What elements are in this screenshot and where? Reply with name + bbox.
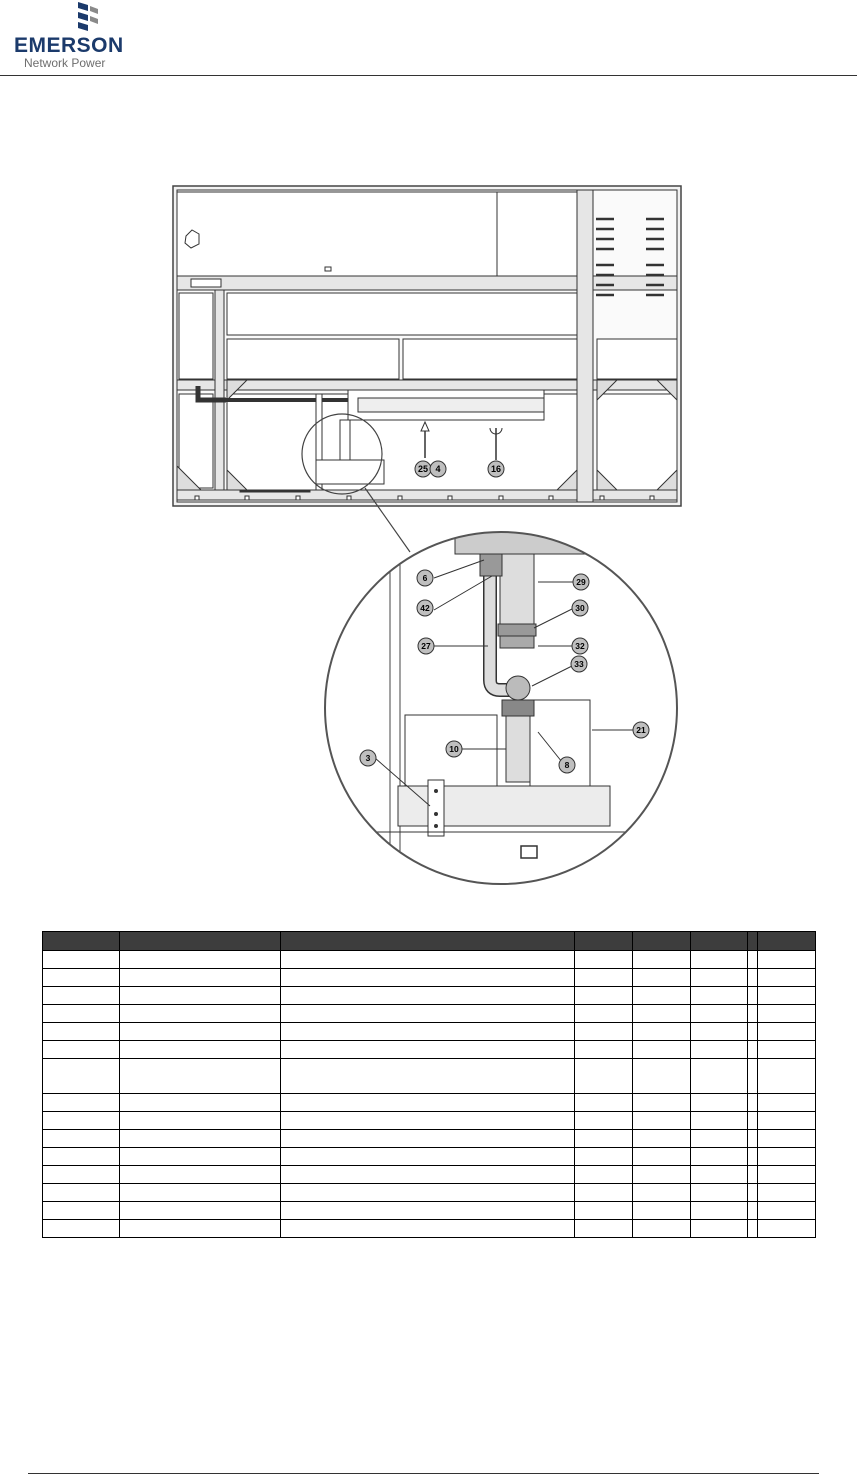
table-cell <box>748 1148 758 1166</box>
table-row <box>43 1166 816 1184</box>
brand-subtitle: Network Power <box>24 56 106 70</box>
table-cell <box>281 1059 575 1094</box>
table-cell <box>758 1202 816 1220</box>
table-row <box>43 951 816 969</box>
table-cell <box>575 1166 633 1184</box>
table-cell <box>633 1166 691 1184</box>
table-cell <box>691 1184 748 1202</box>
callout-25: 25 <box>417 464 429 474</box>
table-row <box>43 1023 816 1041</box>
table-cell <box>43 1220 120 1238</box>
table-cell <box>758 1005 816 1023</box>
table-cell <box>633 1202 691 1220</box>
table-cell <box>120 1202 281 1220</box>
table-cell <box>281 1220 575 1238</box>
table-row <box>43 1059 816 1094</box>
table-cell <box>691 1112 748 1130</box>
table-row <box>43 1005 816 1023</box>
table-cell <box>120 1166 281 1184</box>
table-cell <box>748 1041 758 1059</box>
table-cell <box>281 1005 575 1023</box>
table-row <box>43 1094 816 1112</box>
table-cell <box>120 1148 281 1166</box>
table-row <box>43 969 816 987</box>
table-cell <box>758 1184 816 1202</box>
table-cell <box>691 1130 748 1148</box>
brand-name: EMERSON <box>14 34 124 57</box>
table-cell <box>43 1130 120 1148</box>
callout-16: 16 <box>490 464 502 474</box>
table-cell <box>120 1094 281 1112</box>
table-cell <box>43 1112 120 1130</box>
table-cell <box>691 1094 748 1112</box>
table-cell <box>575 1005 633 1023</box>
table-cell <box>43 1059 120 1094</box>
table-cell <box>691 1220 748 1238</box>
table-cell <box>691 1005 748 1023</box>
table-cell <box>43 1202 120 1220</box>
table-cell <box>120 951 281 969</box>
callout-27: 27 <box>421 641 431 651</box>
table-cell <box>43 951 120 969</box>
parts-table-body <box>43 951 816 1238</box>
table-cell <box>575 1184 633 1202</box>
table-cell <box>633 1059 691 1094</box>
callout-6: 6 <box>422 573 428 583</box>
table-cell <box>120 1005 281 1023</box>
table-cell <box>691 1202 748 1220</box>
callout-21: 21 <box>636 725 646 735</box>
table-cell <box>633 1041 691 1059</box>
table-cell <box>633 1148 691 1166</box>
unit-elevation <box>173 186 681 552</box>
table-cell <box>633 1023 691 1041</box>
table-cell <box>691 1059 748 1094</box>
table-cell <box>691 1023 748 1041</box>
table-cell <box>758 1112 816 1130</box>
table-cell <box>758 969 816 987</box>
table-cell <box>748 1005 758 1023</box>
table-cell <box>758 987 816 1005</box>
table-cell <box>43 1184 120 1202</box>
emerson-logo <box>12 0 152 72</box>
table-cell <box>633 1184 691 1202</box>
table-cell <box>575 1112 633 1130</box>
table-row <box>43 1220 816 1238</box>
callout-8: 8 <box>564 760 570 770</box>
table-cell <box>575 1094 633 1112</box>
table-cell <box>281 1184 575 1202</box>
callout-42: 42 <box>420 603 430 613</box>
callout-3: 3 <box>365 753 371 763</box>
table-cell <box>281 1166 575 1184</box>
table-cell <box>748 1059 758 1094</box>
table-cell <box>43 1005 120 1023</box>
table-cell <box>575 1148 633 1166</box>
parts-table <box>42 931 816 1238</box>
table-cell <box>758 1094 816 1112</box>
table-cell <box>281 1094 575 1112</box>
table-cell <box>120 1059 281 1094</box>
table-cell <box>748 1130 758 1148</box>
table-cell <box>748 1202 758 1220</box>
table-cell <box>691 1166 748 1184</box>
table-cell <box>633 1220 691 1238</box>
callout-4: 4 <box>435 464 441 474</box>
table-cell <box>43 1023 120 1041</box>
table-cell <box>758 1220 816 1238</box>
table-row <box>43 1148 816 1166</box>
table-cell <box>758 1023 816 1041</box>
table-cell <box>633 1094 691 1112</box>
table-cell <box>43 1148 120 1166</box>
table-cell <box>758 1130 816 1148</box>
table-cell <box>633 1130 691 1148</box>
table-cell <box>120 1130 281 1148</box>
table-cell <box>43 1166 120 1184</box>
table-cell <box>120 987 281 1005</box>
table-cell <box>691 1041 748 1059</box>
table-cell <box>633 1005 691 1023</box>
table-cell <box>748 1112 758 1130</box>
table-row <box>43 1041 816 1059</box>
table-cell <box>691 987 748 1005</box>
callout-30: 30 <box>575 603 585 613</box>
table-cell <box>575 1023 633 1041</box>
table-cell <box>691 1148 748 1166</box>
table-cell <box>43 969 120 987</box>
footer-divider <box>28 1473 819 1474</box>
table-cell <box>281 1130 575 1148</box>
table-cell <box>281 969 575 987</box>
header-cell <box>575 932 633 951</box>
table-cell <box>281 1023 575 1041</box>
table-cell <box>120 969 281 987</box>
table-cell <box>748 969 758 987</box>
table-cell <box>575 1220 633 1238</box>
table-cell <box>748 1184 758 1202</box>
table-cell <box>281 1202 575 1220</box>
table-cell <box>281 1112 575 1130</box>
header-cell <box>748 932 758 951</box>
table-cell <box>691 969 748 987</box>
table-cell <box>748 951 758 969</box>
table-row <box>43 1202 816 1220</box>
table-cell <box>758 951 816 969</box>
table-cell <box>633 987 691 1005</box>
table-cell <box>575 1202 633 1220</box>
table-cell <box>748 1023 758 1041</box>
table-cell <box>281 987 575 1005</box>
table-cell <box>748 1166 758 1184</box>
table-cell <box>281 951 575 969</box>
header-row <box>43 932 816 951</box>
table-cell <box>633 1112 691 1130</box>
table-cell <box>633 951 691 969</box>
table-cell <box>281 1041 575 1059</box>
table-cell <box>120 1220 281 1238</box>
table-cell <box>120 1112 281 1130</box>
table-cell <box>758 1041 816 1059</box>
table-cell <box>575 951 633 969</box>
table-cell <box>43 987 120 1005</box>
table-cell <box>748 987 758 1005</box>
table-cell <box>120 1184 281 1202</box>
page-header <box>0 0 857 76</box>
table-cell <box>748 1220 758 1238</box>
table-cell <box>758 1059 816 1094</box>
header-cell <box>633 932 691 951</box>
header-cell <box>758 932 816 951</box>
header-cell <box>691 932 748 951</box>
table-cell <box>748 1094 758 1112</box>
header-cell <box>281 932 575 951</box>
table-cell <box>43 1094 120 1112</box>
table-cell <box>575 1059 633 1094</box>
callout-29: 29 <box>576 577 586 587</box>
table-cell <box>575 1041 633 1059</box>
table-row <box>43 1112 816 1130</box>
unit-drawing <box>0 180 857 890</box>
table-row <box>43 987 816 1005</box>
table-cell <box>758 1166 816 1184</box>
header-divider <box>0 75 857 76</box>
parts-table-header <box>43 932 816 951</box>
table-cell <box>120 1041 281 1059</box>
table-cell <box>633 969 691 987</box>
header-cell <box>43 932 120 951</box>
table-cell <box>120 1023 281 1041</box>
callout-10: 10 <box>449 744 459 754</box>
callout-33: 33 <box>574 659 584 669</box>
table-cell <box>575 1130 633 1148</box>
table-cell <box>575 987 633 1005</box>
table-cell <box>281 1148 575 1166</box>
table-cell <box>691 951 748 969</box>
table-row <box>43 1130 816 1148</box>
table-cell <box>575 969 633 987</box>
table-cell <box>758 1148 816 1166</box>
callout-32: 32 <box>575 641 585 651</box>
table-row <box>43 1184 816 1202</box>
table-cell <box>43 1041 120 1059</box>
header-cell <box>120 932 281 951</box>
